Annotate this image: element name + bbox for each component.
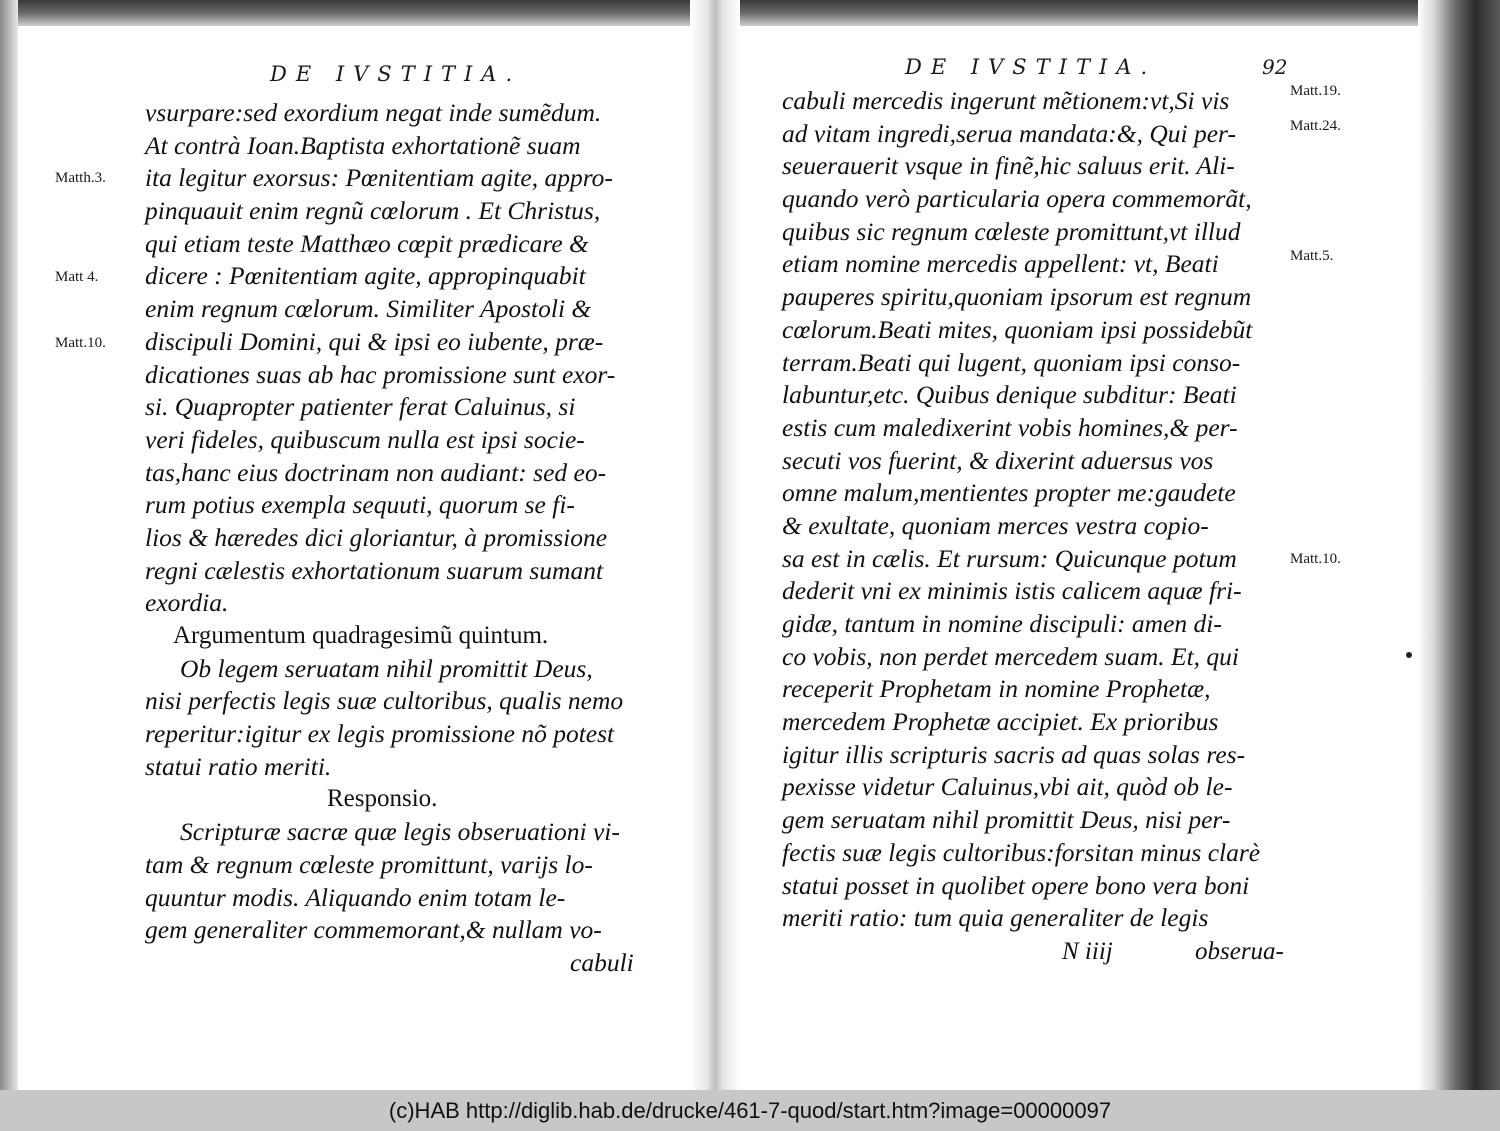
text-line: nisi perfectis legis suæ cultoribus, qualis nemo: [145, 686, 624, 716]
scan-left-edge: [0, 0, 18, 1090]
text-line: cœlorum.Beati mites, quoniam ipsi possidebũt: [782, 314, 1253, 344]
text-line: rum potius exempla sequuti, quorum se fi-: [145, 490, 575, 520]
text-line: Scripturæ sacræ quæ legis obseruationi vi-: [180, 817, 620, 847]
text-line: igitur illis scripturis sacris ad quas solas res-: [782, 739, 1246, 769]
text-line: seuerauerit vsque in finẽ,hic saluus erit. Ali-: [782, 151, 1235, 181]
footer-credit-bar: [0, 1090, 1500, 1131]
text-line: statui ratio meriti.: [145, 751, 332, 781]
text-line: discipuli Domini, qui & ipsi eo iubente, præ-: [145, 326, 604, 356]
right-margin-note-2: Matt.24.: [1290, 118, 1341, 134]
text-line: quando verò particularia opera commemorãt,: [782, 184, 1252, 214]
text-line: quuntur modis. Aliquando enim totam le-: [145, 882, 566, 912]
text-line: secuti vos fuerint, & dixerint aduersus vos: [782, 445, 1214, 475]
text-line: vsurpare:sed exordium negat inde sumẽdum.: [145, 98, 602, 127]
text-line: labuntur,etc. Quibus denique subditur: Beati: [782, 380, 1237, 410]
signature-mark: N iiij: [1062, 938, 1113, 965]
text-line: receperit Prophetam in nomine Prophetæ,: [782, 674, 1211, 704]
text-line: si. Quapropter patienter ferat Caluinus, si: [145, 392, 576, 422]
ink-speck: [1406, 652, 1412, 658]
text-line: quibus sic regnum cœleste promittunt,vt illud: [782, 216, 1241, 246]
right-page: [740, 0, 1418, 1090]
left-margin-note-3: Matt.10.: [55, 335, 106, 351]
argument-heading: Argumentum quadragesimũ quintum.: [173, 622, 549, 649]
text-line: dicationes suas ab hac promissione sunt exor-: [145, 359, 616, 389]
scan-right-edge: [1418, 0, 1500, 1090]
text-line: dicere : Pœnitentiam agite, appropinquabit: [145, 261, 586, 291]
text-line: enim regnum cœlorum. Similiter Apostoli &: [145, 294, 592, 324]
right-margin-note-1: Matt.19.: [1290, 83, 1341, 99]
text-line: regni cælestis exhortationum suarum sumant: [145, 555, 604, 585]
text-line: veri fideles, quibuscum nulla est ipsi socie-: [145, 424, 585, 454]
catchword: obserua-: [1195, 938, 1284, 965]
text-line: ita legitur exorsus: Pœnitentiam agite, appro-: [145, 163, 613, 193]
text-line: lios & hæredes dici gloriantur, à promissione: [145, 522, 608, 552]
text-line: exordia.: [145, 588, 229, 618]
text-line: qui etiam teste Matthæo cœpit prædicare &: [145, 228, 589, 258]
text-line: pauperes spiritu,quoniam ipsorum est regnum: [782, 282, 1252, 312]
text-line: sa est in cælis. Et rursum: Quicunque potum: [782, 543, 1237, 573]
right-margin-note-4: Matt.10.: [1290, 551, 1341, 567]
response-heading: Responsio.: [327, 785, 438, 813]
text-line: gidæ, tantum in nomine discipuli: amen di-: [782, 609, 1222, 638]
book-gutter: [690, 0, 740, 1090]
text-line: co vobis, non perdet mercedem suam. Et, qui: [782, 641, 1240, 671]
text-line: statui posset in quolibet opere bono vera boni: [782, 870, 1250, 900]
text-line: reperitur:igitur ex legis promissione nõ potest: [145, 719, 615, 749]
left-page: [20, 0, 690, 1090]
text-line: omne malum,mentientes propter me:gaudete: [782, 478, 1236, 508]
text-line: ad vitam ingredi,serua mandata:&, Qui per-: [782, 118, 1236, 148]
text-line: fectis suæ legis cultoribus:forsitan minus clarè: [782, 837, 1261, 867]
page-number: 92: [1262, 55, 1288, 79]
text-line: terram.Beati qui lugent, quoniam ipsi conso-: [782, 347, 1241, 377]
left-running-head: DE IVSTITIA.: [270, 62, 522, 86]
text-line: etiam nomine mercedis appellent: vt, Beati: [782, 249, 1219, 279]
text-line: gem seruatam nihil promittit Deus, nisi per-: [782, 805, 1231, 835]
text-line: estis cum maledixerint vobis homines,& per-: [782, 412, 1238, 442]
right-body-text: [782, 85, 1260, 935]
text-line: tam & regnum cœleste promittunt, varijs lo-: [145, 849, 593, 879]
text-line: At contrà Ioan.Baptista exhortationẽ suam: [145, 130, 581, 160]
right-margin-note-3: Matt.5.: [1290, 248, 1334, 264]
text-line: Ob legem seruatam nihil promittit Deus,: [180, 653, 593, 683]
right-running-head: DE IVSTITIA.: [905, 55, 1157, 79]
text-line: mercedem Prophetæ accipiet. Ex prioribus: [782, 707, 1219, 737]
text-line: tas,hanc eius doctrinam non audiant: sed eo-: [145, 457, 607, 487]
text-line: & exultate, quoniam merces vestra copio-: [782, 510, 1209, 540]
text-line: pexisse videtur Caluinus,vbi ait, quòd ob le-: [782, 772, 1233, 802]
left-body-text: [145, 97, 634, 980]
left-margin-note-1: Matth.3.: [55, 170, 106, 186]
text-line: pinquauit enim regnũ cœlorum . Et Christus,: [145, 196, 601, 226]
text-line: cabuli mercedis ingerunt mẽtionem:vt,Si vis: [782, 86, 1230, 115]
text-line: gem generaliter commemorant,& nullam vo-: [145, 915, 602, 945]
footer-credit: (c)HAB http://diglib.hab.de/drucke/461-7-quod/start.htm?image=00000097: [388, 1097, 1112, 1123]
text-line: dederit vni ex minimis istis calicem aquæ fri-: [782, 576, 1242, 606]
text-line: meriti ratio: tum quia generaliter de legis: [782, 903, 1209, 933]
catchword: cabuli: [570, 947, 634, 977]
left-margin-note-2: Matt 4.: [55, 269, 99, 285]
